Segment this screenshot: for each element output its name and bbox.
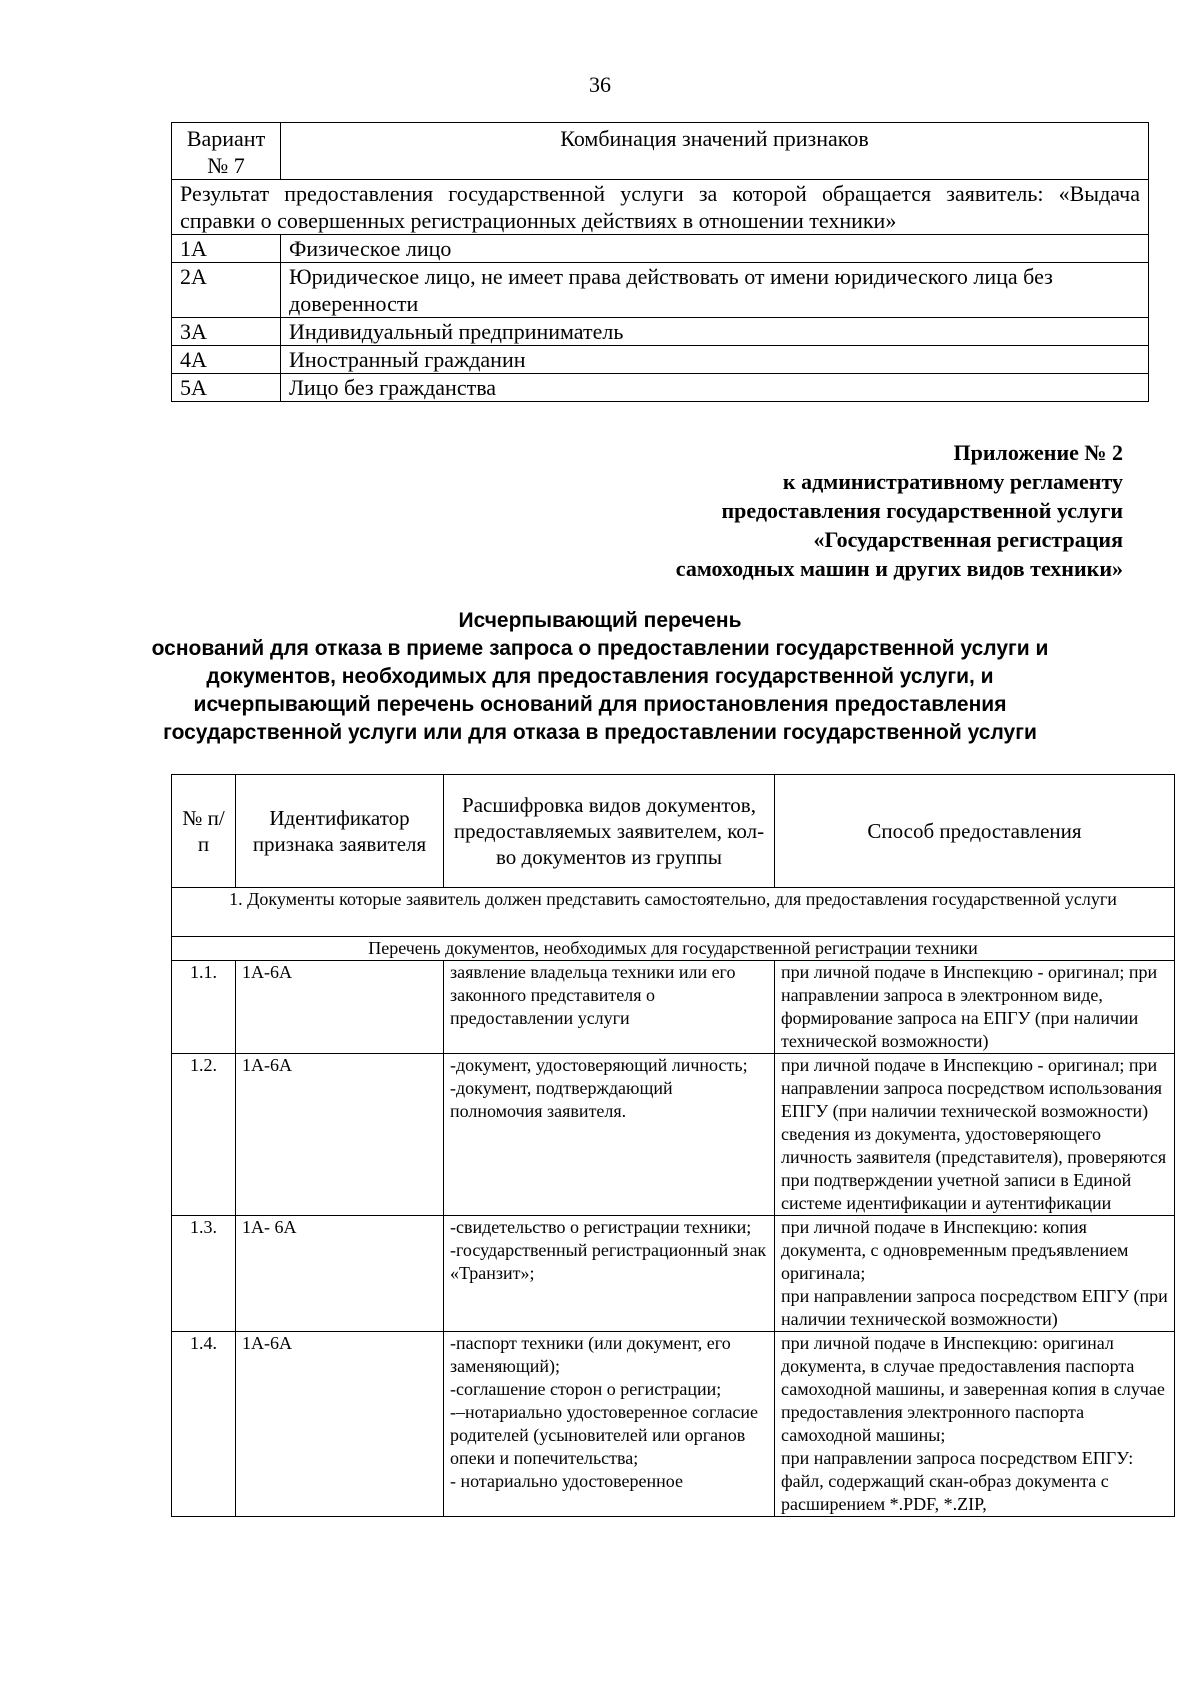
variant-table: [171, 122, 1149, 402]
document-title: [150, 607, 1050, 747]
row-method: при личной подаче в Инспекцию - оригинал; при направлении запроса в электронном виде, формирование запроса на ЕПГУ (при наличии технической возможности): [775, 961, 1175, 1054]
page-number: 36: [589, 72, 611, 97]
row-id: 1А-6А: [236, 1332, 444, 1517]
variant-text: Индивидуальный предприниматель: [281, 318, 1149, 346]
subsection-title: Перечень документов, необходимых для государственной регистрации техники: [172, 937, 1175, 961]
variant-text: Физическое лицо: [281, 235, 1149, 263]
appendix-line: Приложение № 2: [953, 440, 1123, 465]
row-docs: -свидетельство о регистрации техники; -государственный регистрационный знак «Транзит»;: [444, 1216, 775, 1332]
documents-table: [171, 774, 1175, 1517]
appendix-line: самоходных машин и других видов техники»: [675, 556, 1123, 581]
row-docs: -документ, удостоверяющий личность; -документ, подтверждающий полномочия заявителя.: [444, 1054, 775, 1216]
variant-text: Лицо без гражданства: [281, 374, 1149, 402]
appendix-line: предоставления государственной услуги: [721, 498, 1123, 523]
variant-text: Юридическое лицо, не имеет права действовать от имени юридического лица без доверенности: [281, 263, 1149, 318]
variant-result-text: Результат предоставления государственной услуги за которой обращается заявитель: «Выдача справки о совершенных регистрационных действиях в отношении техники»: [172, 180, 1149, 235]
variant-text: Иностранный гражданин: [281, 346, 1149, 374]
header-docs: Расшифровка видов документов, предоставляемых заявителем, кол-во документов из группы: [444, 775, 775, 888]
row-id: 1А-6А: [236, 961, 444, 1054]
appendix-header: [423, 438, 1123, 583]
variant-row: [172, 263, 1149, 318]
subsection-row: [172, 937, 1175, 961]
title-line: оснований для отказа в приеме запроса о предоставлении государственной услуги и: [151, 637, 1049, 660]
header-method: Способ предоставления: [775, 775, 1175, 888]
table-header-row: [172, 775, 1175, 888]
row-id: 1А-6А: [236, 1054, 444, 1216]
variant-code: 3А: [172, 318, 281, 346]
table-row: [172, 961, 1175, 1054]
row-docs: -паспорт техники (или документ, его заменяющий); -соглашение сторон о регистрации; -–нотариально удостоверенное согласие родителей (усыновителей или органов опеки и попечительства; - нотариально удостоверенное: [444, 1332, 775, 1517]
row-num: 1.2.: [172, 1054, 236, 1216]
variant-header-left: Вариант № 7: [172, 123, 281, 180]
header-identifier: Идентификатор признака заявителя: [236, 775, 444, 888]
title-line: Исчерпывающий перечень: [458, 609, 742, 632]
variant-result-row: [172, 180, 1149, 235]
table-row: [172, 1054, 1175, 1216]
table-row: [172, 1216, 1175, 1332]
variant-row: [172, 374, 1149, 402]
variant-code: 1А: [172, 235, 281, 263]
row-num: 1.3.: [172, 1216, 236, 1332]
variant-row: [172, 346, 1149, 374]
header-num: № п/п: [172, 775, 236, 888]
variant-code: 5А: [172, 374, 281, 402]
row-num: 1.1.: [172, 961, 236, 1054]
title-line: документов, необходимых для предоставления государственной услуги, и: [206, 665, 994, 688]
variant-row: [172, 235, 1149, 263]
appendix-line: «Государственная регистрация: [813, 527, 1123, 552]
title-line: исчерпывающий перечень оснований для приостановления предоставления: [193, 693, 1007, 716]
variant-header-row: [172, 123, 1149, 180]
row-docs: заявление владельца техники или его законного представителя о предоставлении услуги: [444, 961, 775, 1054]
appendix-line: к административному регламенту: [782, 469, 1123, 494]
row-method: при личной подаче в Инспекцию: копия документа, с одновременным предъявлением оригинала; при направлении запроса посредством ЕПГУ (при наличии технической возможности): [775, 1216, 1175, 1332]
variant-header-right: Комбинация значений признаков: [281, 123, 1149, 180]
variant-code: 2А: [172, 263, 281, 318]
row-method: при личной подаче в Инспекцию: оригинал документа, в случае предоставления паспорта самоходной машины, и заверенная копия в случае предоставления электронного паспорта самоходной машины; при направлении запроса посредством ЕПГУ: файл, содержащий скан-образ документа с расширением *.PDF, *.ZIP,: [775, 1332, 1175, 1517]
row-id: 1А- 6А: [236, 1216, 444, 1332]
section-title: 1. Документы которые заявитель должен представить самостоятельно, для предоставления государственной услуги: [172, 888, 1175, 937]
variant-row: [172, 318, 1149, 346]
variant-code: 4А: [172, 346, 281, 374]
table-row: [172, 1332, 1175, 1517]
section-row: [172, 888, 1175, 937]
row-method: при личной подаче в Инспекцию - оригинал; при направлении запроса посредством использования ЕПГУ (при наличии технической возможности) сведения из документа, удостоверяющего личность заявителя (представителя), проверяются при подтверждении учетной записи в Единой системе идентификации и аутентификации: [775, 1054, 1175, 1216]
row-num: 1.4.: [172, 1332, 236, 1517]
title-line: государственной услуги или для отказа в предоставлении государственной услуги: [163, 721, 1037, 744]
